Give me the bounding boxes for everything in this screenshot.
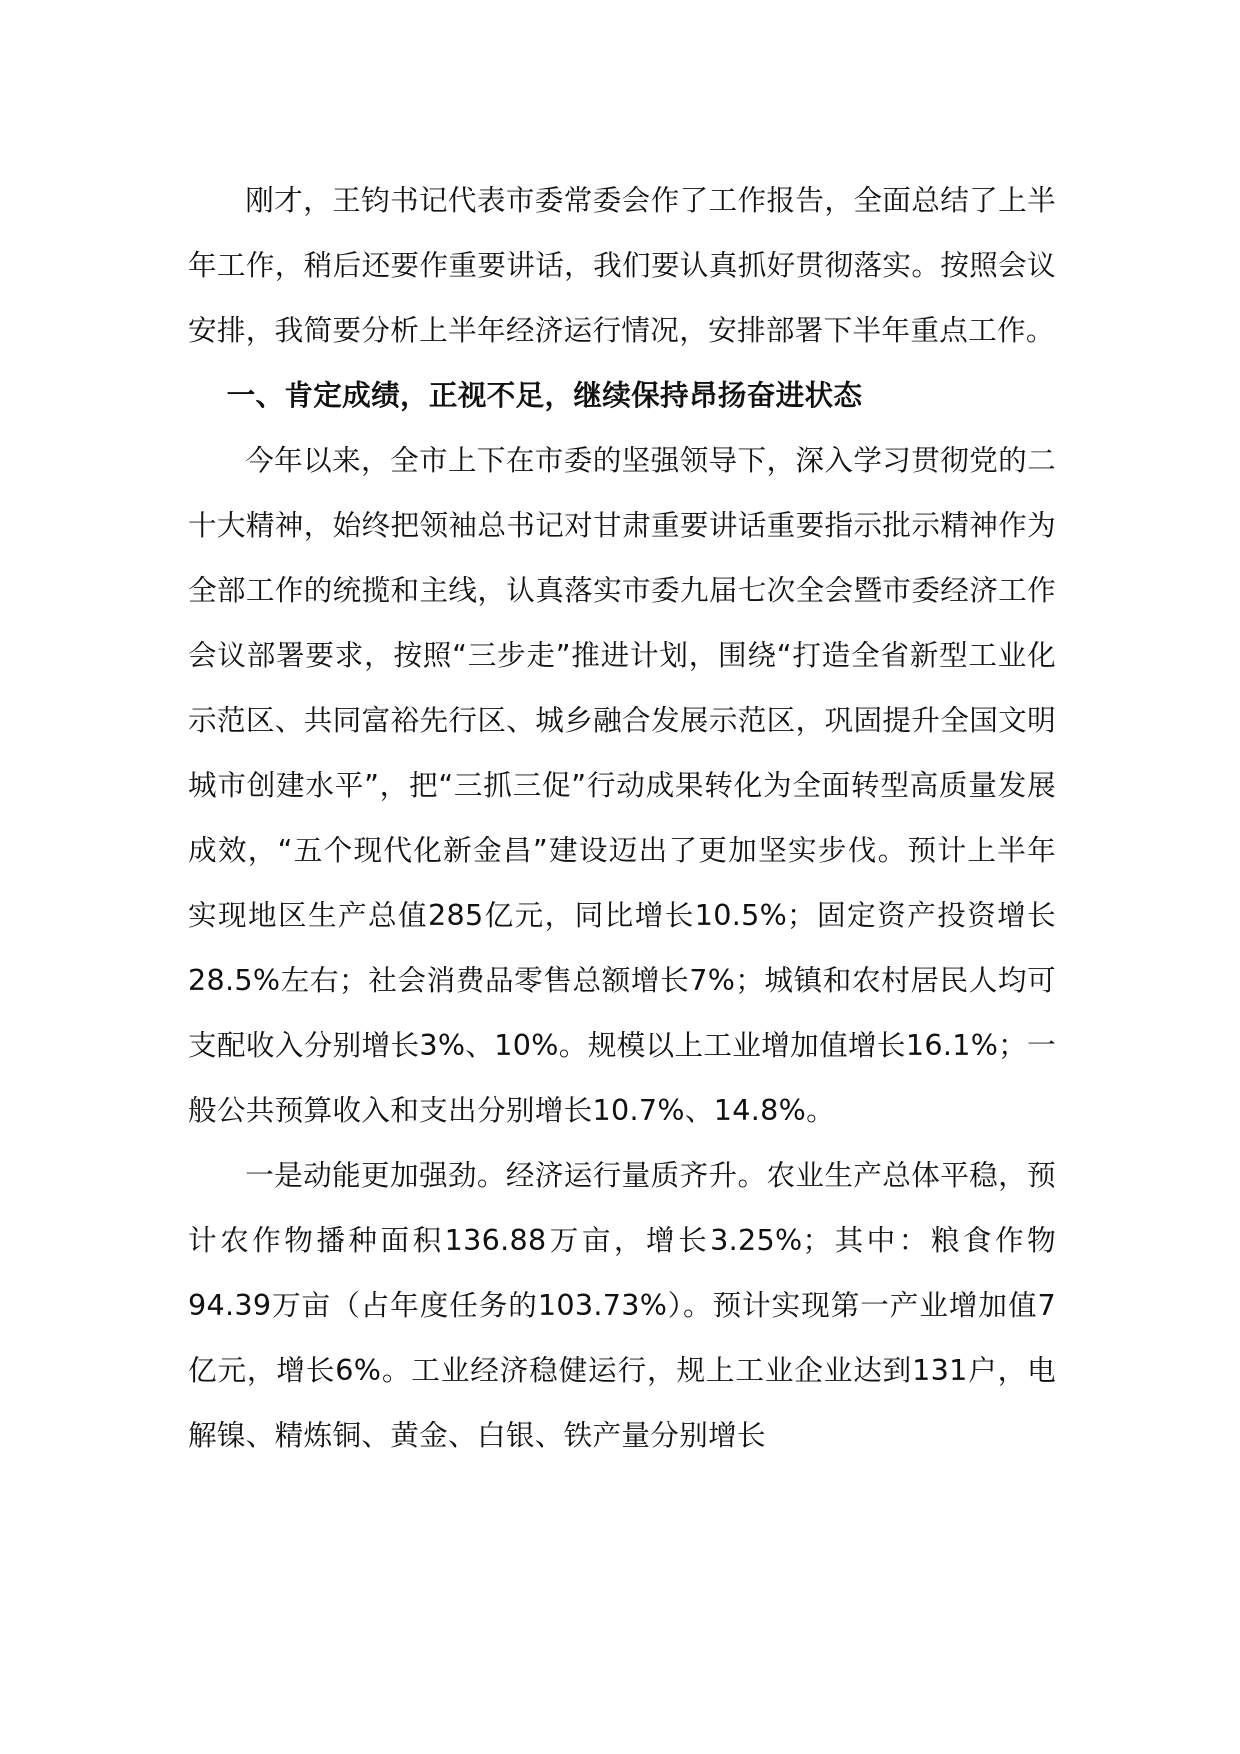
document-body — [188, 168, 1056, 1468]
momentum-paragraph: 一是动能更加强劲。经济运行量质齐升。农业生产总体平稳，预计农作物播种面积136.88万亩，增长3.25%；其中：粮食作物94.39万亩（占年度任务的103.73%）。预计实现第一产业增加值7亿元，增长6%。工业经济稳健运行，规上工业企业达到131户，电解镍、精炼铜、黄金、白银、铁产量分别增长 — [188, 1158, 1056, 1452]
section-heading: 一、肯定成绩，正视不足，继续保持昂扬奋进状态 — [226, 378, 863, 412]
summary-paragraph: 今年以来，全市上下在市委的坚强领导下，深入学习贯彻党的二十大精神，始终把领袖总书记对甘肃重要讲话重要指示批示精神作为全部工作的统揽和主线，认真落实市委九届七次全会暨市委经济工作会议部署要求，按照“三步走”推进计划，围绕“打造全省新型工业化示范区、共同富裕先行区、城乡融合发展示范区，巩固提升全国文明城市创建水平”，把“三抓三促”行动成果转化为全面转型高质量发展成效，“五个现代化新金昌”建设迈出了更加坚实步伐。预计上半年实现地区生产总值285亿元，同比增长10.5%；固定资产投资增长28.5%左右；社会消费品零售总额增长7%；城镇和农村居民人均可支配收入分别增长3%、10%。规模以上工业增加值增长16.1%；一般公共预算收入和支出分别增长10.7%、14.8%。 — [188, 443, 1056, 1127]
intro-paragraph: 刚才，王钧书记代表市委常委会作了工作报告，全面总结了上半年工作，稍后还要作重要讲话，我们要认真抓好贯彻落实。按照会议安排，我简要分析上半年经济运行情况，安排部署下半年重点工作。 — [188, 183, 1056, 347]
